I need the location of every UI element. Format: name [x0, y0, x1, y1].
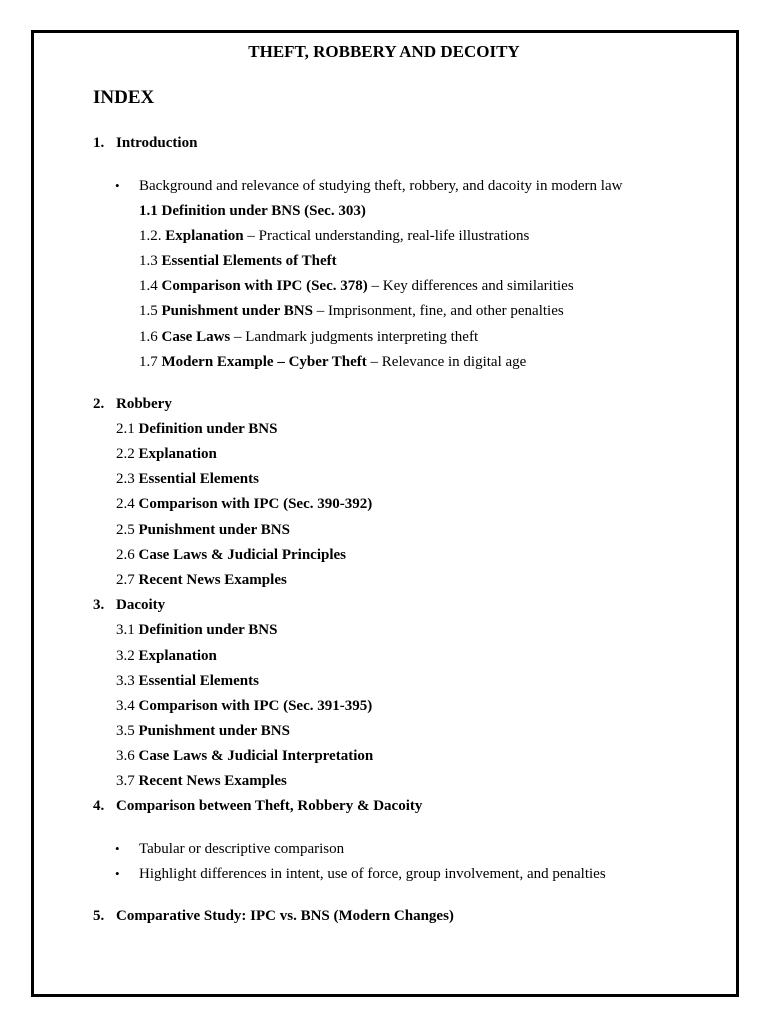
item-number: 1.4 [139, 278, 162, 294]
item-title: Explanation [138, 446, 217, 462]
item-title: Modern Example – Cyber Theft [161, 354, 367, 370]
item-description: – Relevance in digital age [366, 354, 527, 370]
item-description: – Practical understanding, real-life illustrations [243, 228, 530, 244]
section-title: Introduction [116, 135, 198, 151]
item-number: 1.7 [139, 354, 162, 370]
toc-item-2-5 [116, 521, 290, 539]
toc-item-2-3 [116, 470, 259, 488]
bullet-icon: • [115, 178, 120, 193]
item-title: Comparison with IPC (Sec. 391-395) [138, 698, 373, 714]
toc-item-3-3 [116, 672, 259, 690]
section-number: 1. [93, 135, 105, 151]
item-description: – Key differences and similarities [367, 278, 574, 294]
toc-item-3-1 [116, 621, 277, 639]
item-number: 2.5 [116, 522, 139, 538]
toc-item-3-6 [116, 747, 373, 765]
section-title: Robbery [116, 396, 172, 412]
toc-item-2-6 [116, 546, 346, 564]
item-number: 2.3 [116, 471, 139, 487]
item-title: 1.1 Definition under BNS (Sec. 303) [139, 203, 366, 219]
toc-item-2-4 [116, 495, 372, 513]
item-number: 2.7 [116, 572, 139, 588]
item-description: – Imprisonment, fine, and other penalties [312, 303, 564, 319]
item-title: Essential Elements of Theft [161, 253, 337, 269]
item-number: 2.1 [116, 421, 139, 437]
section-title: Comparison between Theft, Robbery & Dacoity [116, 798, 423, 814]
toc-item-3-7 [116, 772, 287, 790]
item-number: 3.1 [116, 622, 139, 638]
item-title: Case Laws [161, 329, 231, 345]
item-title: Definition under BNS [138, 421, 278, 437]
bullet-text: Tabular or descriptive comparison [139, 841, 345, 857]
item-number: 2.6 [116, 547, 139, 563]
item-title: Essential Elements [138, 471, 259, 487]
item-number: 3.3 [116, 673, 139, 689]
toc-item-3-5 [116, 722, 290, 740]
item-description: – Landmark judgments interpreting theft [230, 329, 479, 345]
toc-item-1-4 [139, 277, 574, 295]
toc-item-2-1 [116, 420, 277, 438]
item-number: 2.2 [116, 446, 139, 462]
toc-item-1-1 [139, 202, 366, 220]
toc-item-1-7 [139, 353, 526, 371]
item-number: 1.5 [139, 303, 162, 319]
section-number: 4. [93, 798, 105, 814]
section-number: 2. [93, 396, 105, 412]
item-title: Essential Elements [138, 673, 259, 689]
toc-item-1-2 [139, 227, 529, 245]
item-number: 1.6 [139, 329, 162, 345]
item-title: Punishment under BNS [161, 303, 313, 319]
toc-item-1-3 [139, 252, 337, 270]
item-number: 3.2 [116, 648, 139, 664]
section-number: 5. [93, 908, 105, 924]
item-title: Explanation [165, 228, 244, 244]
toc-item-2-7 [116, 571, 287, 589]
item-title: Punishment under BNS [138, 522, 290, 538]
toc-item-3-2 [116, 647, 217, 665]
bullet-icon: • [115, 866, 120, 881]
item-title: Case Laws & Judicial Interpretation [138, 748, 374, 764]
section-title: Dacoity [116, 597, 166, 613]
toc-item-1-6 [139, 328, 478, 346]
item-number: 1.3 [139, 253, 162, 269]
item-number: 3.4 [116, 698, 139, 714]
toc-item-2-2 [116, 445, 217, 463]
toc-item-3-4 [116, 697, 372, 715]
bullet-icon: • [115, 841, 120, 856]
item-number: 2.4 [116, 496, 139, 512]
item-title: Comparison with IPC (Sec. 378) [161, 278, 368, 294]
document-title: THEFT, ROBBERY AND DECOITY [248, 42, 520, 61]
section-number: 3. [93, 597, 105, 613]
item-title: Recent News Examples [138, 773, 287, 789]
bullet-text: Background and relevance of studying theft, robbery, and dacoity in modern law [139, 178, 623, 194]
item-number: 3.5 [116, 723, 139, 739]
toc-item-1-5 [139, 302, 564, 320]
item-title: Definition under BNS [138, 622, 278, 638]
item-number: 3.6 [116, 748, 139, 764]
item-title: Recent News Examples [138, 572, 287, 588]
item-title: Explanation [138, 648, 217, 664]
item-number: 1.2. [139, 228, 166, 244]
index-heading: INDEX [93, 87, 155, 108]
item-number: 3.7 [116, 773, 139, 789]
item-title: Case Laws & Judicial Principles [138, 547, 347, 563]
page-border [31, 30, 739, 997]
item-title: Punishment under BNS [138, 723, 290, 739]
section-title: Comparative Study: IPC vs. BNS (Modern Changes) [116, 908, 454, 924]
bullet-text: Highlight differences in intent, use of force, group involvement, and penalties [139, 866, 606, 882]
item-title: Comparison with IPC (Sec. 390-392) [138, 496, 373, 512]
